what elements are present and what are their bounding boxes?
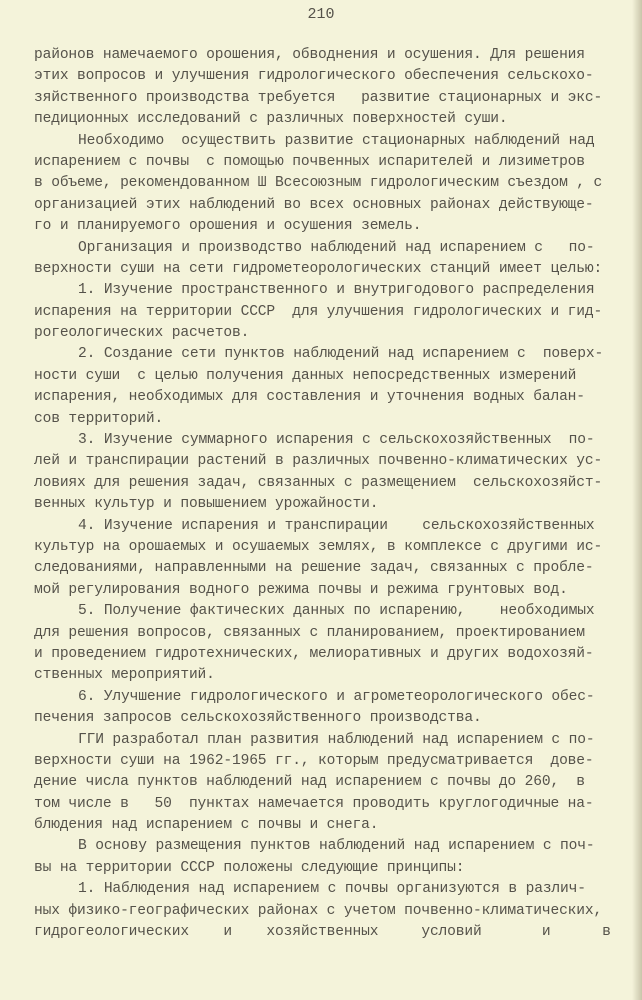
text-line: В основу размещения пунктов наблюдений над испарением с поч- <box>78 838 595 855</box>
document-body <box>34 45 614 943</box>
text-line: ловиях для решения задач, связанных с размещением сельскохозяйст- <box>34 474 603 491</box>
text-line: и проведением гидротехнических, мелиоративных и других водохозяй- <box>34 645 594 662</box>
paragraph <box>34 516 614 602</box>
text-line: в объеме, рекомендованном Ш Всесоюзным гидрологическим съездом , с <box>34 175 603 192</box>
text-line: лей и транспирации растений в различных почвенно-климатических ус- <box>34 453 603 470</box>
paragraph <box>34 836 614 879</box>
text-line: блюдения над испарением с почвы и снега. <box>34 817 379 834</box>
text-line: том числе в 50 пунктах намечается проводить круглогодичные на- <box>34 795 594 812</box>
text-line: 2. Создание сети пунктов наблюдений над испарением с поверх- <box>78 346 604 363</box>
text-line: верхности суши на сети гидрометеорологических станций имеет целью: <box>34 260 603 277</box>
text-line: районов намечаемого орошения, обводнения и осушения. Для решения <box>34 47 585 63</box>
paragraph <box>34 280 614 344</box>
text-line: 6. Улучшение гидрологического и агрометеорологического обес- <box>78 688 595 705</box>
text-line: ности суши с целью получения данных непосредственных измерений <box>34 367 577 384</box>
text-line: 4. Изучение испарения и транспирации сельскохозяйственных <box>78 517 595 534</box>
text-line: 1. Наблюдения над испарением с почвы организуются в различ- <box>78 881 586 898</box>
text-line: ственных мероприятий. <box>34 667 215 684</box>
paragraph <box>34 430 614 516</box>
text-line: испарением с почвы с помощью почвенных испарителей и лизиметров <box>34 153 585 170</box>
text-line: вы на территории СССР положены следующие принципы: <box>34 859 465 876</box>
page-number: 210 <box>307 6 335 23</box>
text-line: для решения вопросов, связанных с планированием, проектированием <box>34 624 585 641</box>
paragraph <box>34 601 614 687</box>
paragraph <box>34 879 614 943</box>
paragraph <box>34 687 614 730</box>
text-line: гидрогеологических и хозяйственных условий и в <box>34 924 611 941</box>
text-line: испарения на территории СССР для улучшения гидрологических и гид- <box>34 303 603 320</box>
text-line: рогеологических расчетов. <box>34 325 250 342</box>
text-line: культур на орошаемых и осушаемых землях, в комплексе с другими ис- <box>34 538 603 555</box>
text-line: зяйственного производства требуется развитие стационарных и экс- <box>34 89 603 106</box>
text-line: ных физико-географических районах с учетом почвенно-климатических, <box>34 902 603 919</box>
text-line: мой регулирования водного режима почвы и режима грунтовых вод. <box>34 581 568 598</box>
text-line: педиционных исследований с различных поверхностей суши. <box>34 111 508 128</box>
paragraph <box>34 45 614 131</box>
text-line: верхности суши на 1962-1965 гг., которым предусматривается дове- <box>34 752 594 769</box>
paragraph <box>34 344 614 430</box>
text-line: этих вопросов и улучшения гидрологического обеспечения сельскохо- <box>34 68 594 85</box>
text-line: Необходимо осуществить развитие стационарных наблюдений над <box>78 132 595 149</box>
paragraph <box>34 238 614 281</box>
paragraph <box>34 730 614 837</box>
text-line: сов территорий. <box>34 410 164 427</box>
text-line: следованиями, направленными на решение задач, связанных с пробле- <box>34 560 594 577</box>
text-line: 3. Изучение суммарного испарения с сельскохозяйственных по- <box>78 432 595 449</box>
text-line: испарения, необходимых для составления и уточнения водных балан- <box>34 389 585 406</box>
text-line: дение числа пунктов наблюдений над испарением с почвы до 260, в <box>34 774 585 791</box>
text-line: 1. Изучение пространственного и внутригодового распределения <box>78 282 595 299</box>
text-line: го и планируемого орошения и осушения земель. <box>34 218 422 235</box>
text-line: венных культур и повышением урожайности. <box>34 496 379 513</box>
text-line: организацией этих наблюдений во всех основных районах действующе- <box>34 196 594 213</box>
text-line: 5. Получение фактических данных по испарению, необходимых <box>78 603 595 620</box>
text-line: ГГИ разработал план развития наблюдений над испарением с по- <box>78 731 595 748</box>
paragraph <box>34 131 614 238</box>
text-line: Организация и производство наблюдений над испарением с по- <box>78 239 595 256</box>
text-line: печения запросов сельскохозяйственного производства. <box>34 710 482 727</box>
page-edge-shadow <box>632 0 642 1000</box>
